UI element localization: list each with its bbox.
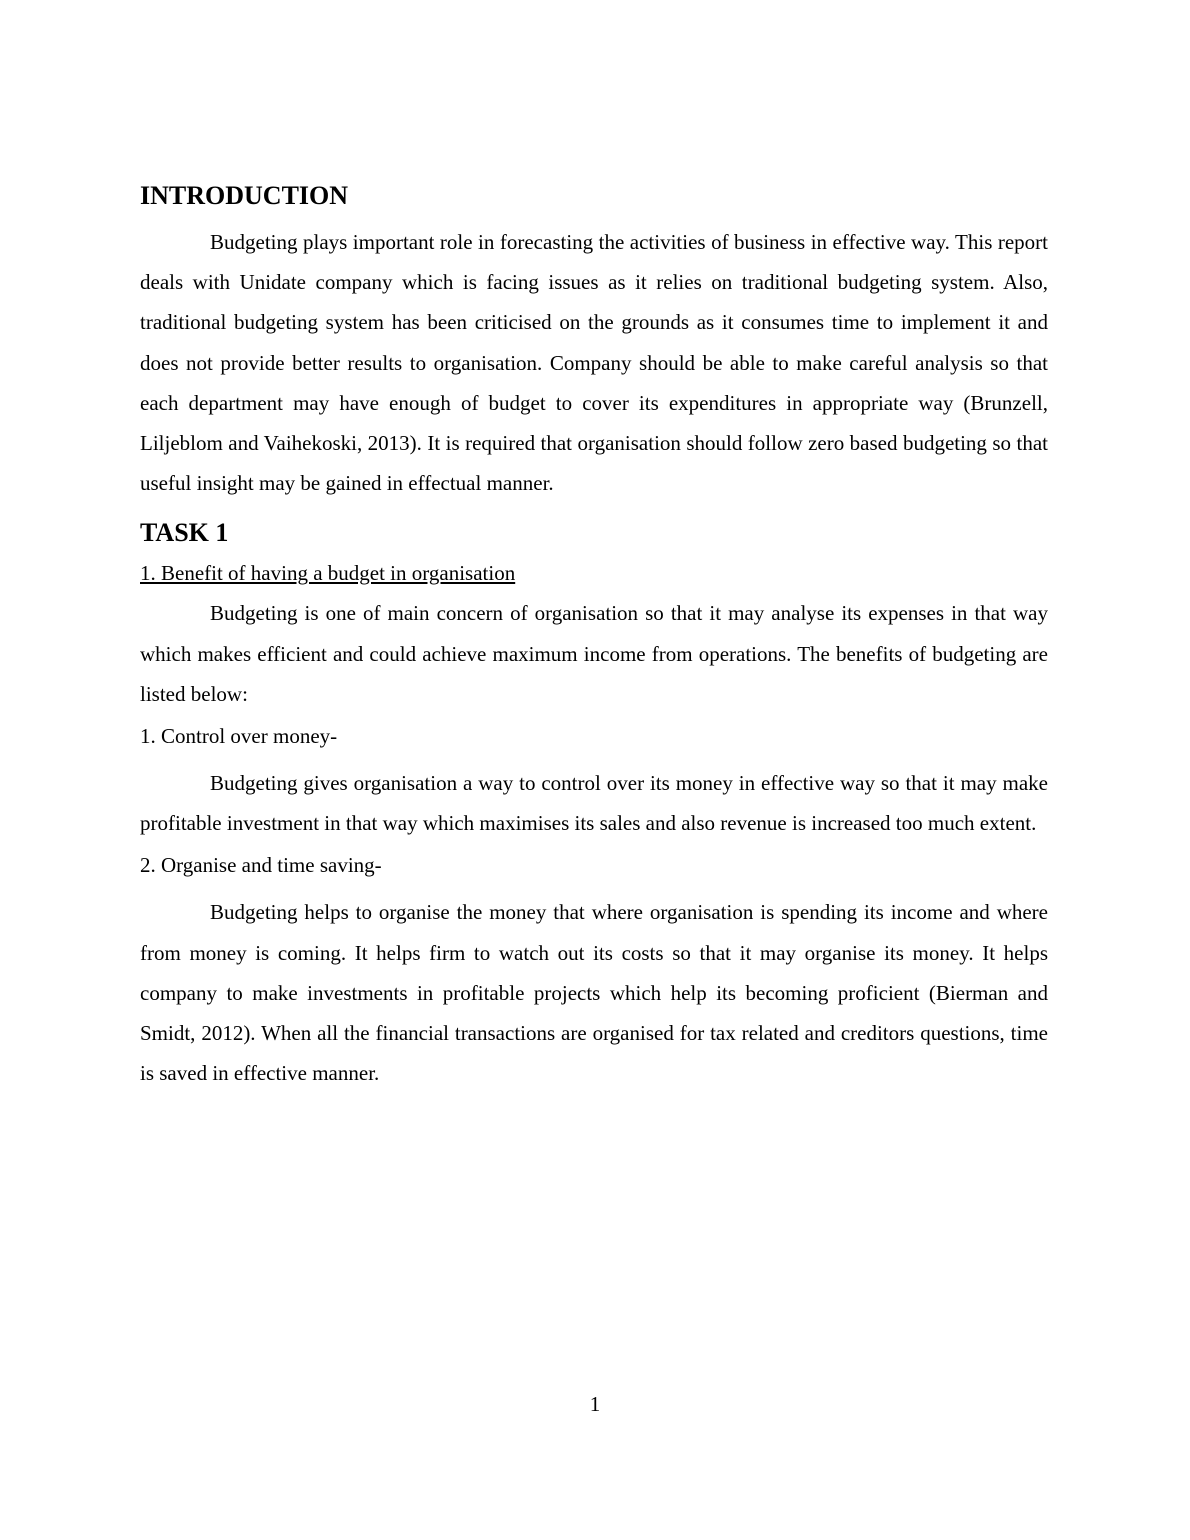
task-intro-paragraph: Budgeting is one of main concern of organisation so that it may analyse its expenses in that way which makes efficient and could achieve maximum income from operations. The benefits of budgeting are listed below: <box>140 601 1048 706</box>
page-number: 1 <box>589 1392 601 1416</box>
list-item-title-control-over-money: 1. Control over money- <box>140 724 338 749</box>
list-item-title-organise-time-saving: 2. Organise and time saving- <box>140 853 382 878</box>
section-heading-introduction: INTRODUCTION <box>140 181 349 210</box>
section-heading-task-1: TASK 1 <box>140 518 229 548</box>
subheading-budget-benefits: 1. Benefit of having a budget in organisation <box>140 561 516 586</box>
list-item-text-control-over-money: Budgeting gives organisation a way to control over its money in effective way so that it may make profitable investment in that way which maximises its sales and also revenue is increased too much extent. <box>140 771 1048 836</box>
introduction-paragraph: Budgeting plays important role in forecasting the activities of business in effective way. This report deals with Unidate company which is facing issues as it relies on traditional budgeting system. Also, traditional budgeting system has been criticised on the grounds as it consumes time to implement it and does not provide better results to organisation. Company should be able to make careful analysis so that each department may have enough of budget to cover its expenditures in appropriate way (Brunzell, Liljeblom and Vaihekoski, 2013). It is required that organisation should follow zero based budgeting so that useful insight may be gained in effectual manner. <box>140 230 1048 496</box>
list-item-text-organise-time-saving: Budgeting helps to organise the money that where organisation is spending its income and where from money is coming. It helps firm to watch out its costs so that it may organise its money. It helps company to make investments in profitable projects which help its becoming proficient (Bierman and Smidt, 2012). When all the financial transactions are organised for tax related and creditors questions, time is saved in effective manner. <box>140 900 1048 1086</box>
page-content <box>140 178 1048 1101</box>
